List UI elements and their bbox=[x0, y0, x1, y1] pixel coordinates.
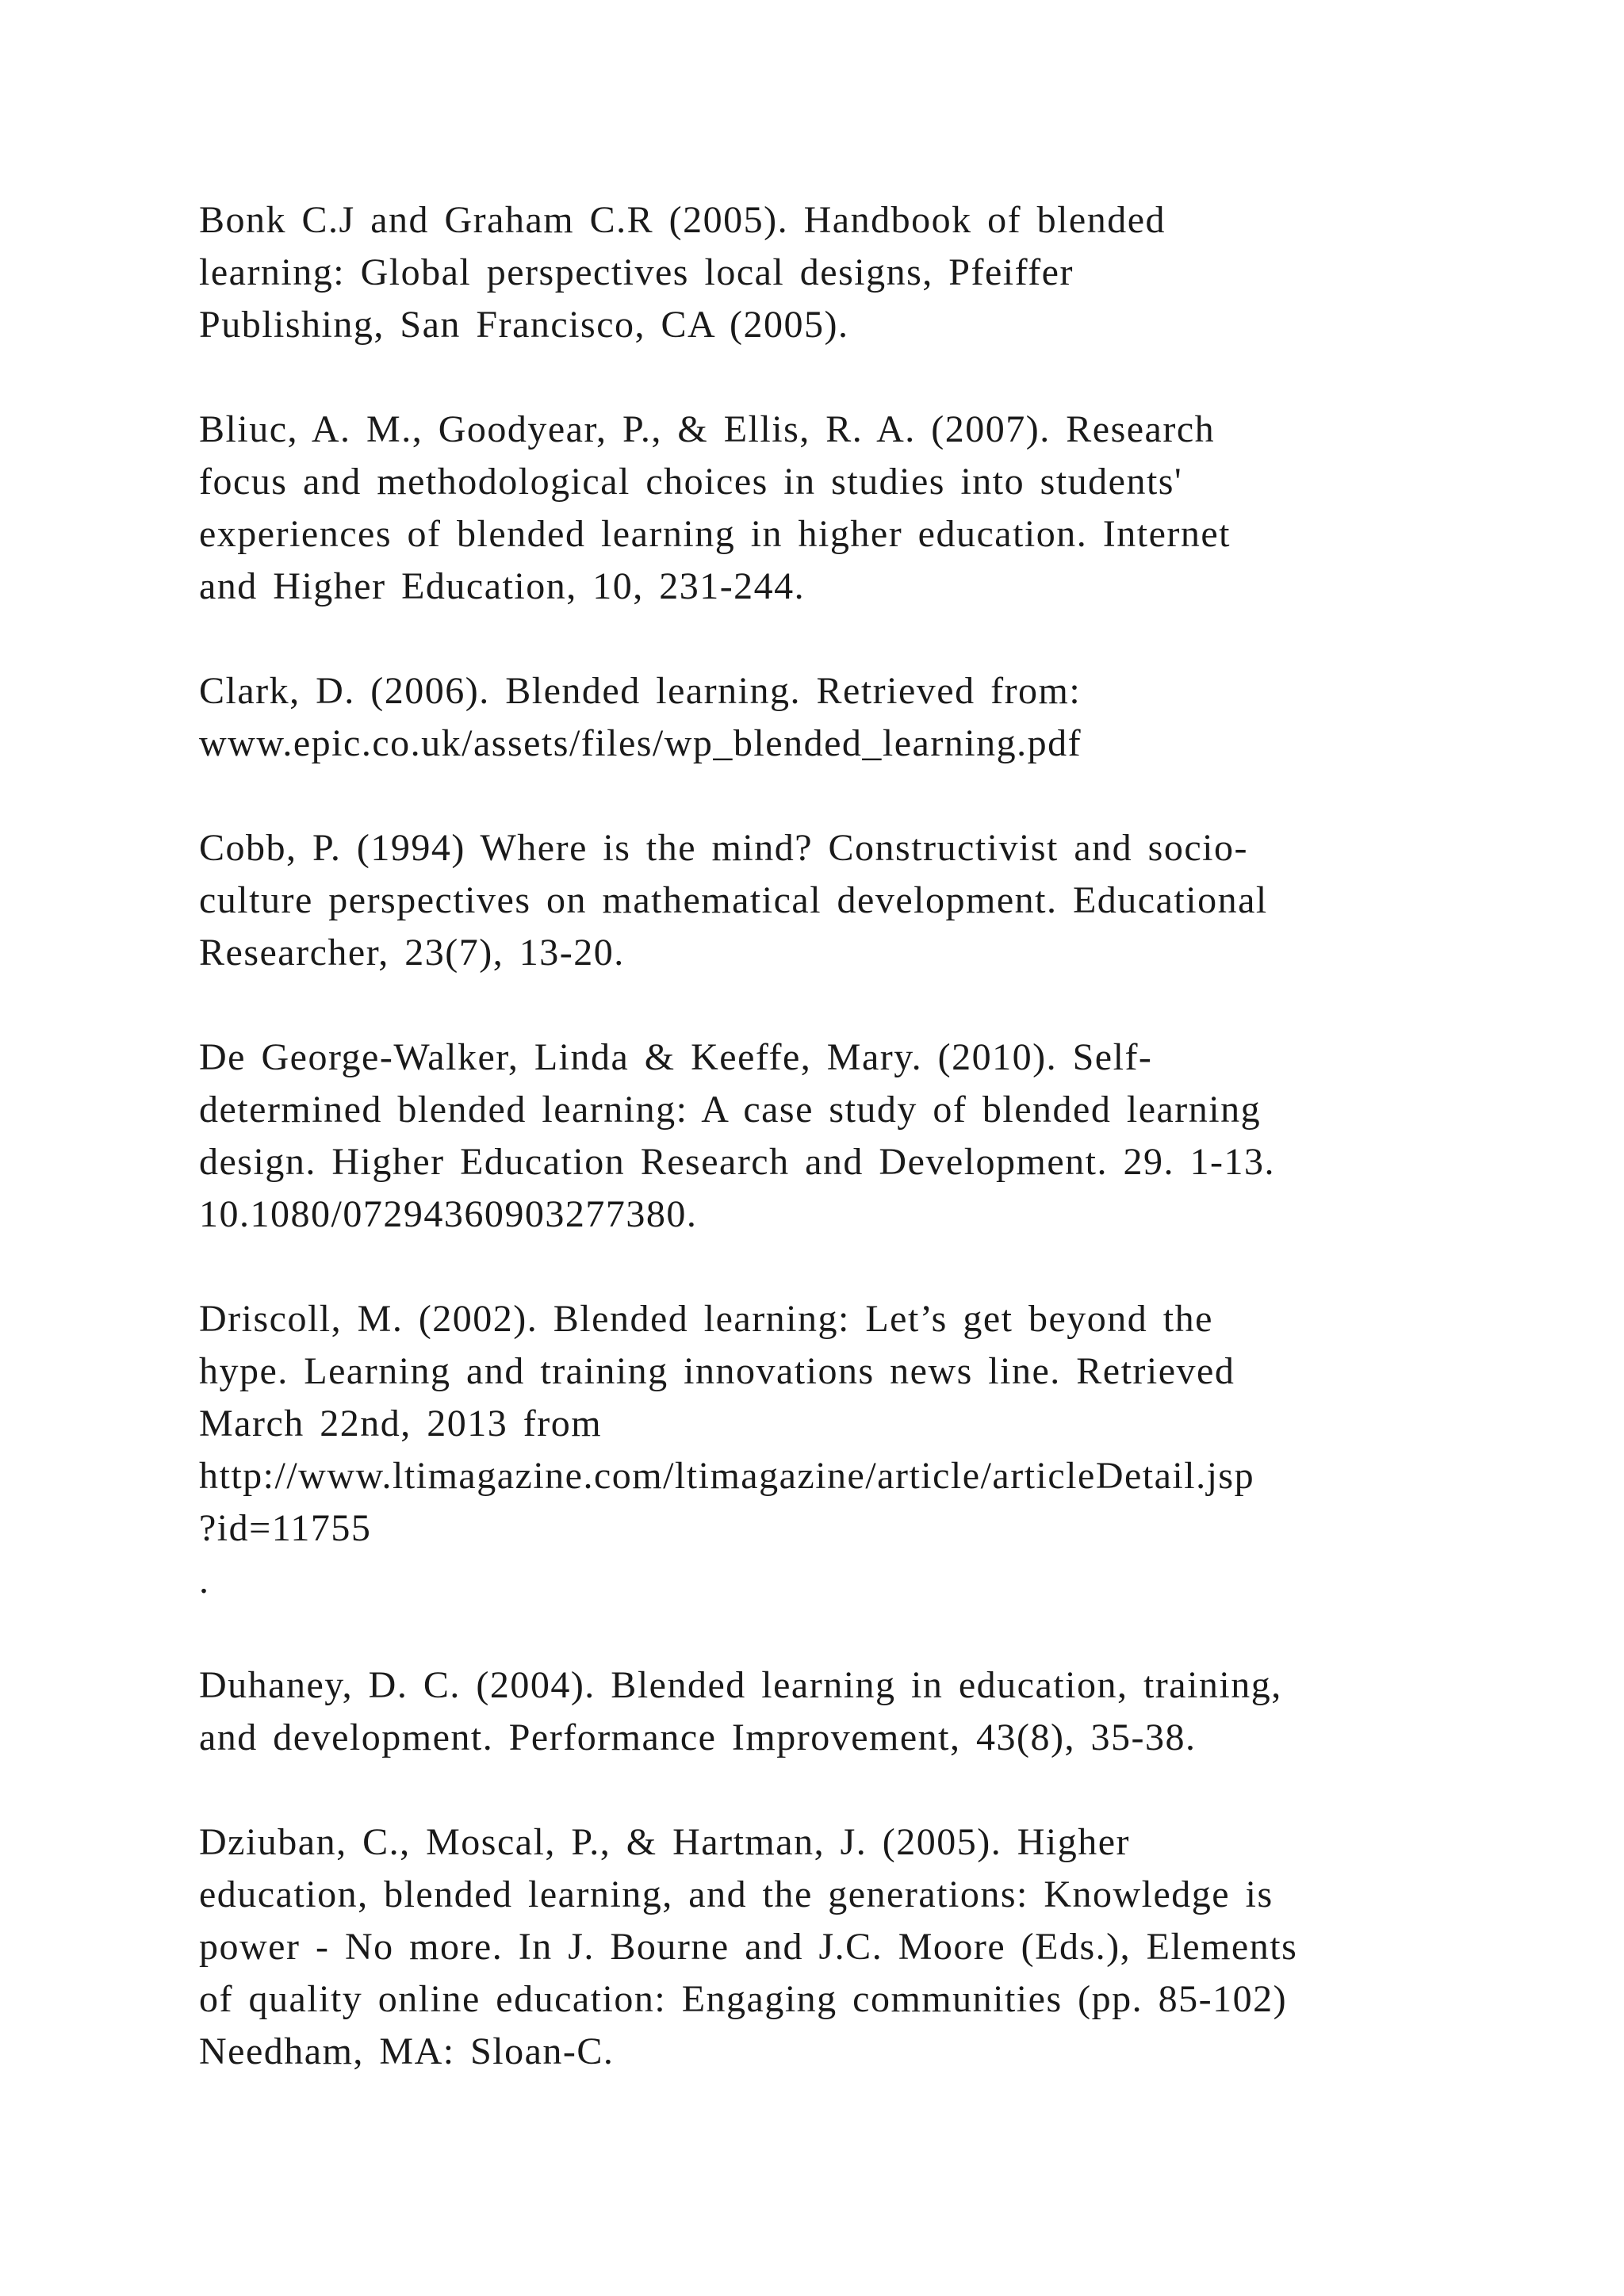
reference-url: www.epic.co.uk/assets/files/wp_blended_learning.pdf bbox=[199, 722, 1082, 764]
reference-line: focus and methodological choices in studies into students' bbox=[199, 461, 1183, 503]
reference-line: Cobb, P. (1994) Where is the mind? Constructivist and socio- bbox=[199, 827, 1248, 869]
reference-line: Clark, D. (2006). Blended learning. Retrieved from: bbox=[199, 670, 1082, 712]
reference-line: Dziuban, C., Moscal, P., & Hartman, J. (2005). Higher bbox=[199, 1821, 1131, 1863]
reference-line: . bbox=[199, 1559, 210, 1601]
reference-line: Researcher, 23(7), 13-20. bbox=[199, 932, 625, 974]
reference-entry-cobb bbox=[199, 822, 1500, 979]
reference-line: Duhaney, D. C. (2004). Blended learning in education, training, bbox=[199, 1664, 1282, 1706]
reference-line: design. Higher Education Research and Development. 29. 1-13. bbox=[199, 1141, 1275, 1183]
reference-doi: 10.1080/07294360903277380. bbox=[199, 1193, 698, 1235]
reference-entry-clark bbox=[199, 665, 1500, 770]
reference-entry-driscoll bbox=[199, 1293, 1500, 1607]
reference-entry-de-george-walker bbox=[199, 1031, 1500, 1241]
reference-line: March 22nd, 2013 from bbox=[199, 1402, 603, 1445]
reference-line: Bonk C.J and Graham C.R (2005). Handbook of blended bbox=[199, 199, 1166, 241]
reference-list bbox=[199, 194, 1500, 2078]
reference-line: determined blended learning: A case study of blended learning bbox=[199, 1089, 1262, 1131]
reference-entry-duhaney bbox=[199, 1659, 1500, 1764]
reference-line: power - No more. In J. Bourne and J.C. Moore (Eds.), Elements bbox=[199, 1926, 1298, 1968]
reference-line: culture perspectives on mathematical development. Educational bbox=[199, 879, 1268, 921]
reference-entry-bonk bbox=[199, 194, 1500, 351]
reference-line: hype. Learning and training innovations news line. Retrieved bbox=[199, 1350, 1235, 1392]
reference-line: Needham, MA: Sloan-C. bbox=[199, 2030, 615, 2072]
reference-line: and Higher Education, 10, 231-244. bbox=[199, 565, 806, 607]
reference-line: Publishing, San Francisco, CA (2005). bbox=[199, 304, 849, 346]
reference-url: ?id=11755 bbox=[199, 1507, 372, 1549]
reference-line: of quality online education: Engaging communities (pp. 85-102) bbox=[199, 1978, 1288, 2020]
reference-line: education, blended learning, and the generations: Knowledge is bbox=[199, 1873, 1274, 1915]
reference-url: http://www.ltimagazine.com/ltimagazine/article/articleDetail.jsp bbox=[199, 1455, 1255, 1497]
reference-line: experiences of blended learning in higher education. Internet bbox=[199, 513, 1231, 555]
reference-line: Driscoll, M. (2002). Blended learning: Let’s get beyond the bbox=[199, 1298, 1213, 1340]
reference-entry-dziuban bbox=[199, 1816, 1500, 2078]
reference-entry-bliuc bbox=[199, 404, 1500, 613]
reference-line: and development. Performance Improvement, 43(8), 35-38. bbox=[199, 1716, 1197, 1758]
reference-line: Bliuc, A. M., Goodyear, P., & Ellis, R. A. (2007). Research bbox=[199, 408, 1216, 450]
reference-line: De George-Walker, Linda & Keeffe, Mary. (2010). Self- bbox=[199, 1036, 1153, 1078]
reference-line: learning: Global perspectives local designs, Pfeiffer bbox=[199, 251, 1074, 293]
